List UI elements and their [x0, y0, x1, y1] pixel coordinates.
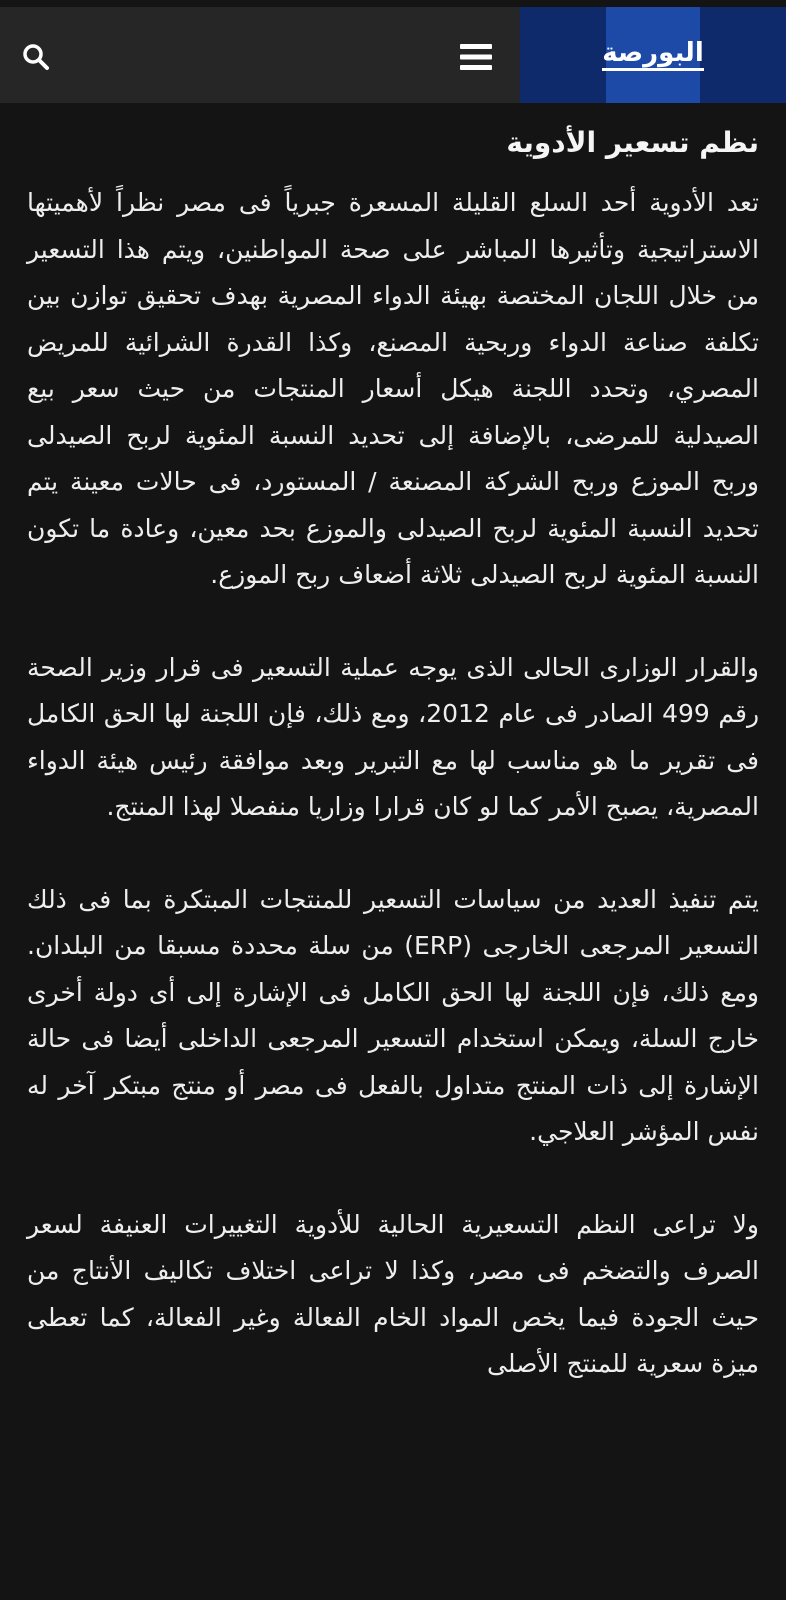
logo-text: البورصة [602, 40, 703, 71]
search-button[interactable] [16, 37, 56, 77]
search-icon [22, 43, 50, 71]
article-body [27, 122, 759, 1434]
article-paragraph: تعد الأدوية أحد السلع القليلة المسعرة جبرياً فى مصر نظراً لأهميتها الاستراتيجية وتأثيرها المباشر على صحة المواطنين، ويتم هذا التسعير من خلال اللجان المختصة بهيئة الدواء المصرية بهدف تحقيق توازن بين تكلفة صناعة الدواء وربحية المصنع، وكذا القدرة الشرائية للمريض المصري، وتحدد اللجنة هيكل أسعار المنتجات من حيث سعر بيع الصيدلية للمرضى، بالإضافة إلى تحديد النسبة المئوية لربح الصيدلى وربح الموزع وربح الشركة المصنعة / المستورد، فى حالات معينة يتم تحديد النسبة المئوية لربح الصيدلى والموزع بحد معين، وعادة ما تكون النسبة المئوية لربح الصيدلى ثلاثة أضعاف ربح الموزع. [27, 188, 759, 589]
site-logo[interactable] [520, 7, 786, 103]
hamburger-menu-icon [460, 44, 492, 70]
article-paragraph: والقرار الوزارى الحالى الذى يوجه عملية التسعير فى قرار وزير الصحة رقم 499 الصادر فى عام 2012، ومع ذلك، فإن اللجنة لها الحق الكامل فى تقرير ما هو مناسب لها مع التبرير وبعد موافقة رئيس هيئة الدواء المصرية، يصبح الأمر كما لو كان قرارا وزاريا منفصلا لهذا المنتج. [27, 652, 760, 821]
article-title: نظم تسعير الأدوية [506, 126, 759, 159]
article-paragraph: يتم تنفيذ العديد من سياسات التسعير للمنتجات المبتكرة بما فى ذلك التسعير المرجعى الخارجى (ERP) من سلة محددة مسبقا من البلدان. ومع ذلك، فإن اللجنة لها الحق الكامل فى الإشارة إلى أى دولة أخرى خارج السلة، ويمكن استخدام التسعير المرجعى الداخلى أيضا فى حالة الإشارة إلى ذات المنتج متداول بالفعل فى مصر أو منتج مبتكر آخر له نفس المؤشر العلاجي. [27, 884, 759, 1146]
article-paragraph: ولا تراعى النظم التسعيرية الحالية للأدوية التغييرات العنيفة لسعر الصرف والتضخم فى مصر، وكذا لا تراعى اختلاف تكاليف الأنتاج من حيث الجودة فيما يخص المواد الخام الفعالة وغير الفعالة، كما تعطى ميزة سعرية للمنتج الأصلى [27, 1209, 759, 1378]
menu-button[interactable] [454, 37, 498, 77]
top-header [0, 7, 786, 103]
logo-badge [602, 7, 704, 103]
